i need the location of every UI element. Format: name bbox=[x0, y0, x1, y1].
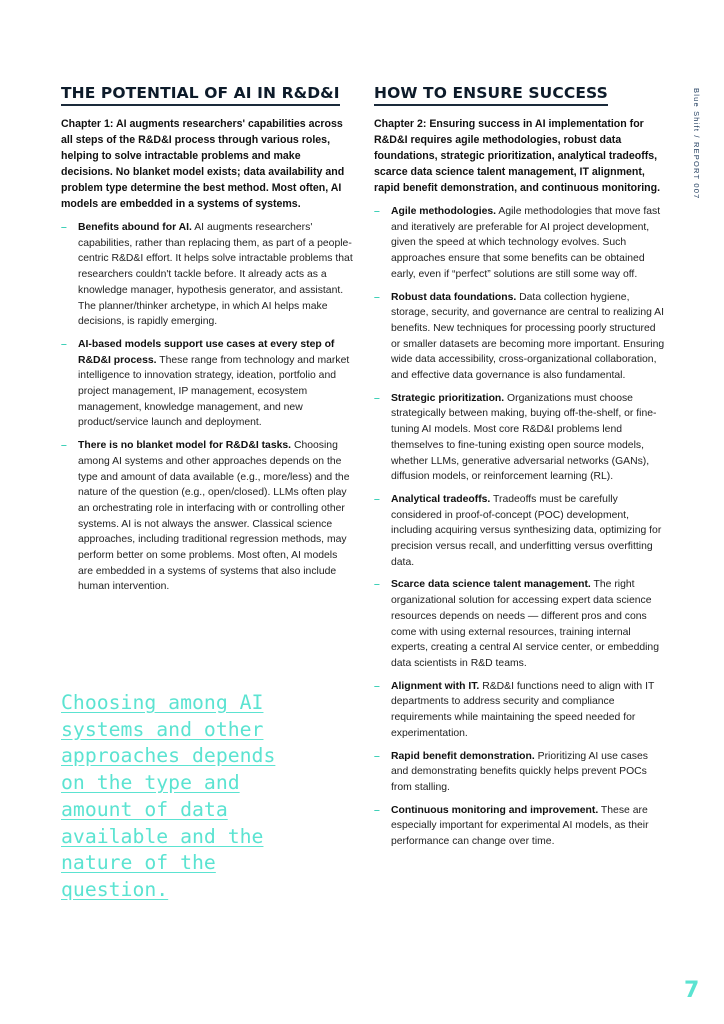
right-column bbox=[374, 84, 666, 857]
dash-icon: – bbox=[61, 440, 67, 452]
bullet-title: Analytical tradeoffs. bbox=[391, 493, 491, 505]
list-item bbox=[61, 220, 353, 330]
list-item bbox=[61, 337, 353, 431]
bullet-title: AI-based models support use cases at every step of R&D&I process. bbox=[78, 338, 335, 366]
bullet-text: Data collection hygiene, storage, security, and governance are central to realizing AI benefits. New techniques for processing poorly structured or smaller datasets are becoming more important. Ensuring wide data accessibility, cross-organizational collaboration, and effective data governance is also fundamental. bbox=[391, 291, 665, 382]
list-item bbox=[374, 803, 666, 850]
bullet-title: Agile methodologies. bbox=[391, 206, 497, 217]
bullet-text: Prioritizing AI use cases and demonstrating benefits quickly helps prevent POCs from stalling. bbox=[391, 750, 648, 793]
bullet-title: Strategic prioritization. bbox=[391, 392, 505, 404]
right-bullet-list bbox=[374, 204, 666, 850]
bullet-text: Choosing among AI systems and other approaches depends on the type and amount of data available (e.g., more/less) and the nature of the question (e.g., open/closed). LLMs often play an orchestrating role in interfacing with or controlling other systems. AI is not always the answer. Classical science approaches, including traditional regression methods, may perform better on some problems. Most often, AI models are embedded in a systems of systems that also include human intervention. bbox=[78, 440, 350, 593]
pull-quote: Choosing among AI systems and other approaches depends on the type and amount of data available and the nature of the question. bbox=[61, 691, 276, 901]
list-item bbox=[374, 749, 666, 796]
list-item bbox=[374, 290, 666, 384]
bullet-title: There is no blanket model for R&D&I tasks. bbox=[78, 440, 292, 452]
bullet-title: Robust data foundations. bbox=[391, 291, 517, 303]
bullet-text: R&D&I functions need to align with IT departments to address security and compliance requirements while maintaining the speed needed for experimentation. bbox=[391, 680, 655, 739]
dash-icon: – bbox=[374, 804, 380, 816]
dash-icon: – bbox=[374, 493, 380, 505]
bullet-text: The right organizational solution for accessing expert data science resources depends on needs — different pros and cons come with using external resources, training internal experts, creating a central AI service center, or embedding data scientists in R&D teams. bbox=[391, 579, 659, 669]
page-number: 7 bbox=[684, 978, 700, 1003]
bullet-text: These are especially important for experimental AI models, as their performance can change over time. bbox=[391, 804, 649, 848]
right-intro: Chapter 2: Ensuring success in AI implementation for R&D&I requires agile methodologies, robust data foundations, strategic prioritization, analytical tradeoffs, scarce data science talent management, IT alignment, rapid benefit demonstration, and continuous monitoring. bbox=[374, 118, 661, 194]
dash-icon: – bbox=[374, 291, 380, 303]
left-heading: THE POTENTIAL OF AI IN R&D&I bbox=[61, 84, 340, 106]
bullet-text: AI augments researchers' capabilities, rather than replacing them, as part of a people-centric R&D&I effort. It helps solve intractable problems that researchers couldn't tackle before. It already acts as a knowledge manager, hypothesis generator, and assistant. The planner/thinker archetype, in which AI helps make decisions, is rapidly emerging. bbox=[78, 222, 353, 328]
list-item bbox=[374, 391, 666, 485]
dash-icon: – bbox=[374, 579, 380, 591]
dash-icon: – bbox=[61, 222, 67, 233]
list-item bbox=[61, 438, 353, 595]
list-item bbox=[374, 492, 666, 571]
bullet-text: Agile methodologies that move fast and iteratively are preferable for AI project development, given the speed at which technology evolves. Such approaches ensure that some benefits can be obtained early, even if “perfect” solutions are still some way off. bbox=[391, 206, 661, 280]
dash-icon: – bbox=[374, 206, 380, 217]
left-column bbox=[61, 84, 353, 602]
dash-icon: – bbox=[374, 392, 380, 404]
dash-icon: – bbox=[374, 750, 380, 762]
bullet-title: Benefits abound for AI. bbox=[78, 222, 192, 233]
bullet-title: Continuous monitoring and improvement. bbox=[391, 804, 599, 816]
dash-icon: – bbox=[374, 680, 380, 692]
bullet-text: These range from technology and market intelligence to innovation strategy, ideation, portfolio and project management, IP management, ecosystem management, knowledge management, and new product/service launch and deployment. bbox=[78, 354, 350, 429]
list-item bbox=[374, 679, 666, 742]
bullet-title: Scarce data science talent management. bbox=[391, 579, 591, 591]
bullet-title: Rapid benefit demonstration. bbox=[391, 750, 535, 762]
list-item bbox=[374, 204, 666, 283]
bullet-title: Alignment with IT. bbox=[391, 680, 480, 692]
bullet-text: Organizations must choose strategically between making, buying off-the-shelf, or fine-tuning AI models. Most core R&D&I problems lend themselves to fine-tuning existing open source models, whether LLMs, generative adversarial networks (GANs), diffusion models, or reinforcement learning (RL). bbox=[391, 392, 657, 483]
dash-icon: – bbox=[61, 338, 67, 350]
left-intro: Chapter 1: AI augments researchers' capabilities across all steps of the R&D&I process through various roles, helping to solve intractable problems and make decisions. No blanket model exists; data availability and problem type determine the best method. Most often, AI models are embedded in a systems of systems. bbox=[61, 118, 345, 210]
list-item bbox=[374, 577, 666, 671]
bullet-text: Tradeoffs must be carefully considered in proof-of-concept (POC) development, including acquiring versus synthesizing data, optimizing for precision versus recall, and underfitting versus overfitting data. bbox=[391, 493, 662, 568]
report-side-label: Blue Shift / REPORT 007 bbox=[692, 88, 701, 200]
right-heading: HOW TO ENSURE SUCCESS bbox=[374, 84, 608, 106]
left-bullet-list bbox=[61, 220, 353, 595]
